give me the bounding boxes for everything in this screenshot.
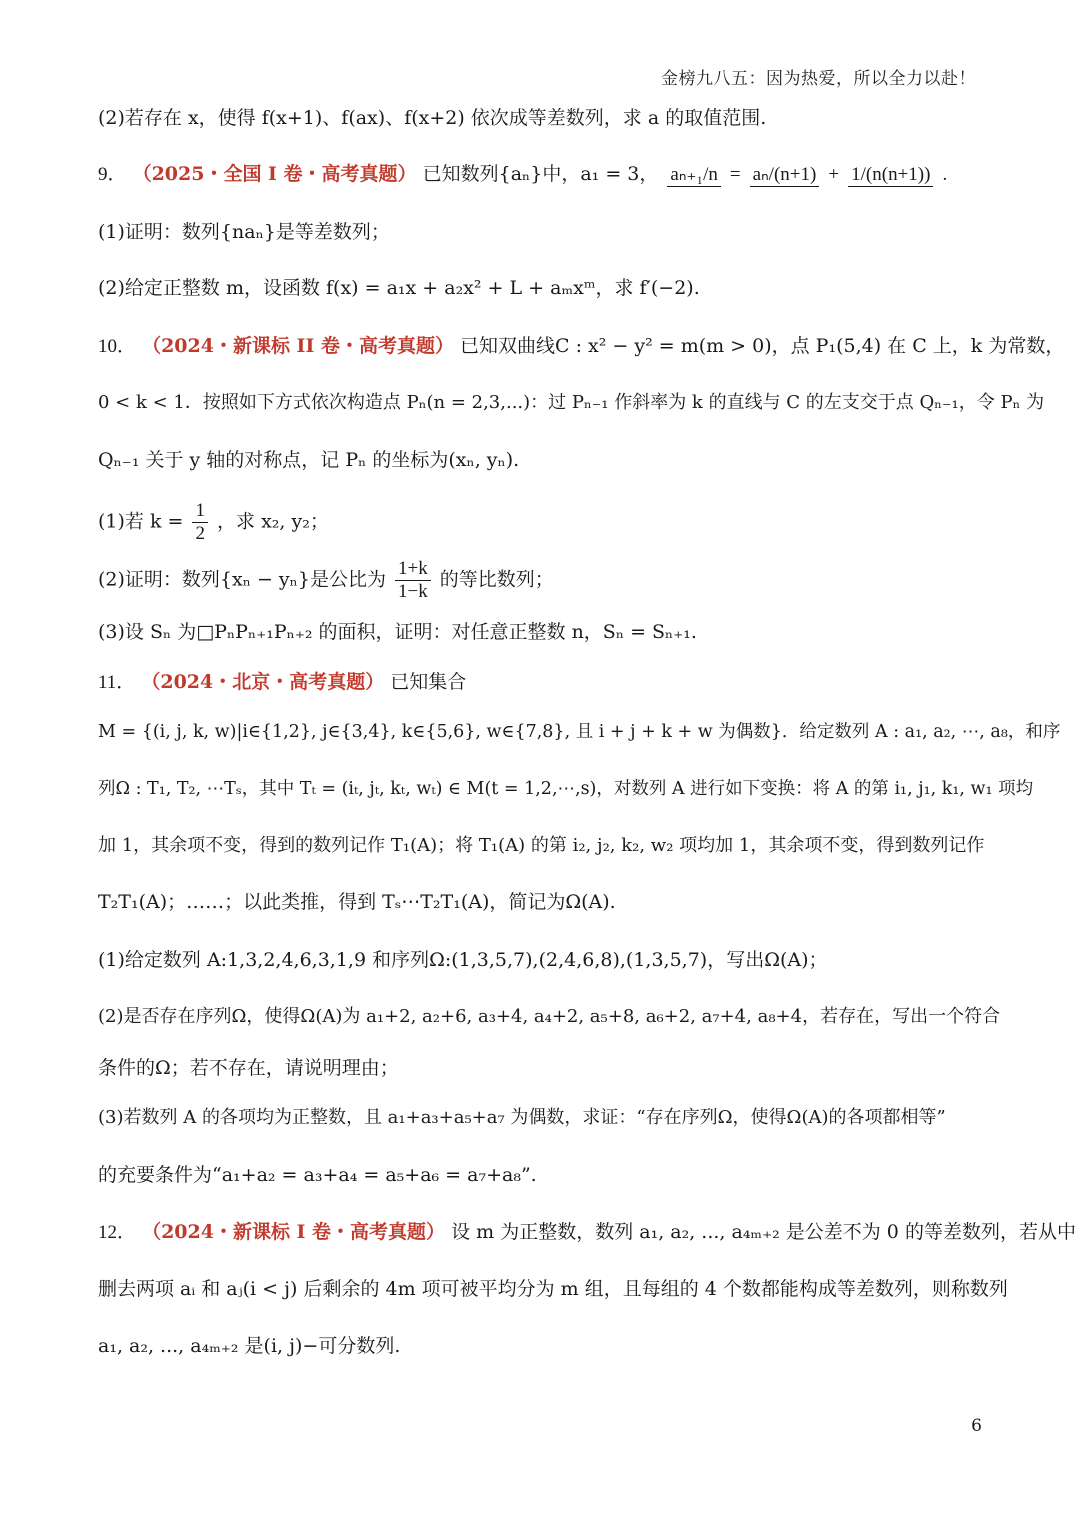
problem-8-part-2: (2)若存在 x，使得 f(x+1)、f(ax)、f(x+2) 依次成等差数列，求 a 的取值范围. <box>98 107 767 129</box>
operator: = <box>729 164 741 185</box>
problem-10-stem <box>98 332 1064 361</box>
problem-number: 12． <box>98 1222 137 1243</box>
problem-11-part-3: (3)若数列 A 的各项均为正整数，且 a₁+a₃+a₅+a₇ 为偶数，求证：“存在序列Ω，使得Ω(A)的各项都相等” <box>98 1107 946 1128</box>
problem-number: 9． <box>98 164 127 185</box>
problem-11-part-1: (1)给定数列 A:1,3,2,4,6,3,1,9 和序列Ω:(1,3,5,7),(2,4,6,8),(1,3,5,7)，写出Ω(A)； <box>98 949 828 971</box>
problem-11-part-3: 的充要条件为“a₁+a₂ = a₃+a₄ = a₅+a₆ = a₇+a₈”. <box>98 1164 537 1186</box>
fraction <box>750 164 820 187</box>
fraction-numerator: 1+k <box>395 558 431 581</box>
problem-11-part-2: (2)是否存在序列Ω，使得Ω(A)为 a₁+2, a₂+6, a₃+4, a₄+2, a₅+8, a₆+2, a₇+4, a₈+4，若存在，写出一个符合 <box>98 1006 1001 1027</box>
problem-12-stem <box>98 1218 1076 1247</box>
problem-10-part-3: (3)设 Sₙ 为□PₙPₙ₊₁Pₙ₊₂ 的面积，证明：对任意正整数 n，Sₙ = Sₙ₊₁. <box>98 621 697 643</box>
part-text: 的等比数列； <box>439 568 554 591</box>
problem-10-part-1 <box>98 500 329 545</box>
fraction-denominator: 1−k <box>398 581 428 602</box>
problem-number: 11． <box>98 672 136 693</box>
problem-11-text: M = {(i, j, k, w)|i∈{1,2}, j∈{3,4}, k∈{5,6}, w∈{7,8}, 且 i + j + k + w 为偶数}．给定数列 A : a₁, a₂, ⋯, a₈，和序 <box>98 722 1061 742</box>
fraction <box>848 164 933 187</box>
problem-11-part-2: 条件的Ω；若不存在，请说明理由； <box>98 1057 399 1079</box>
fraction-numerator: aₙ/(n+1) <box>750 164 820 187</box>
part-text: (2)证明：数列{xₙ − yₙ}是公比为 <box>98 568 386 591</box>
fraction <box>667 164 720 187</box>
fraction <box>395 558 431 603</box>
fraction-numerator: aₙ₊₁/n <box>667 164 720 187</box>
part-text: (1)若 k = <box>98 510 184 533</box>
period: . <box>942 164 948 185</box>
problem-number: 10． <box>98 336 137 357</box>
fraction <box>192 500 208 545</box>
source-tag: （2025・全国 I 卷・高考真题） <box>132 163 417 185</box>
part-text: ，求 x₂, y₂； <box>217 510 329 533</box>
stem-text: 已知数列{aₙ}中，a₁ = 3， <box>422 163 659 185</box>
problem-9-stem <box>98 160 947 189</box>
stem-text: 已知双曲线C : x² − y² = m(m > 0)，点 P₁(5,4) 在 C 上，k 为常数， <box>460 335 1065 357</box>
stem-text: 设 m 为正整数，数列 a₁, a₂, ..., a₄ₘ₊₂ 是公差不为 0 的等差数列，若从中 <box>451 1221 1076 1243</box>
source-tag: （2024・北京・高考真题） <box>141 671 385 693</box>
problem-10-text: Qₙ₋₁ 关于 y 轴的对称点，记 Pₙ 的坐标为(xₙ, yₙ). <box>98 449 520 471</box>
source-tag: （2024・新课标 II 卷・高考真题） <box>142 335 454 357</box>
problem-9-part-2: (2)给定正整数 m，设函数 f(x) = a₁x + a₂x² + L + aₘxᵐ，求 f′(−2). <box>98 277 700 299</box>
problem-12-text: a₁, a₂, ..., a₄ₘ₊₂ 是(i, j)−可分数列. <box>98 1335 401 1357</box>
problem-11-text: 列Ω : T₁, T₂, ⋯Tₛ，其中 Tₜ = (iₜ, jₜ, kₜ, wₜ) ∈ M(t = 1,2,⋯,s)，对数列 A 进行如下变换：将 A 的第 i₁, j₁, k₁, w₁ 项均 <box>98 779 1034 799</box>
problem-10-part-2 <box>98 558 554 603</box>
problem-12-text: 删去两项 aᵢ 和 aⱼ(i < j) 后剩余的 4m 项可被平均分为 m 组，且每组的 4 个数都能构成等差数列，则称数列 <box>98 1278 1008 1300</box>
fraction-numerator: 1/(n(n+1)) <box>848 164 933 187</box>
problem-9-part-1: (1)证明：数列{naₙ}是等差数列； <box>98 221 390 243</box>
fraction-numerator: 1 <box>192 500 208 523</box>
problem-11-text: T₂T₁(A)；……；以此类推，得到 Tₛ⋯T₂T₁(A)，简记为Ω(A). <box>98 891 616 913</box>
operator: + <box>828 164 840 185</box>
stem-text: 已知集合 <box>390 671 467 693</box>
problem-10-text: 0 < k < 1．按照如下方式依次构造点 Pₙ(n = 2,3,...)：过 Pₙ₋₁ 作斜率为 k 的直线与 C 的左支交于点 Qₙ₋₁，令 Pₙ 为 <box>98 392 1045 413</box>
problem-11-text: 加 1，其余项不变，得到的数列记作 T₁(A)；将 T₁(A) 的第 i₂, j₂, k₂, w₂ 项均加 1，其余项不变，得到数列记作 <box>98 835 985 856</box>
page-header: 金榜九八五：因为热爱，所以全力以赴！ <box>661 69 976 89</box>
source-tag: （2024・新课标 I 卷・高考真题） <box>142 1221 446 1243</box>
fraction-denominator: 2 <box>195 523 205 544</box>
problem-11-stem <box>98 668 466 697</box>
page-number: 6 <box>971 1416 982 1436</box>
